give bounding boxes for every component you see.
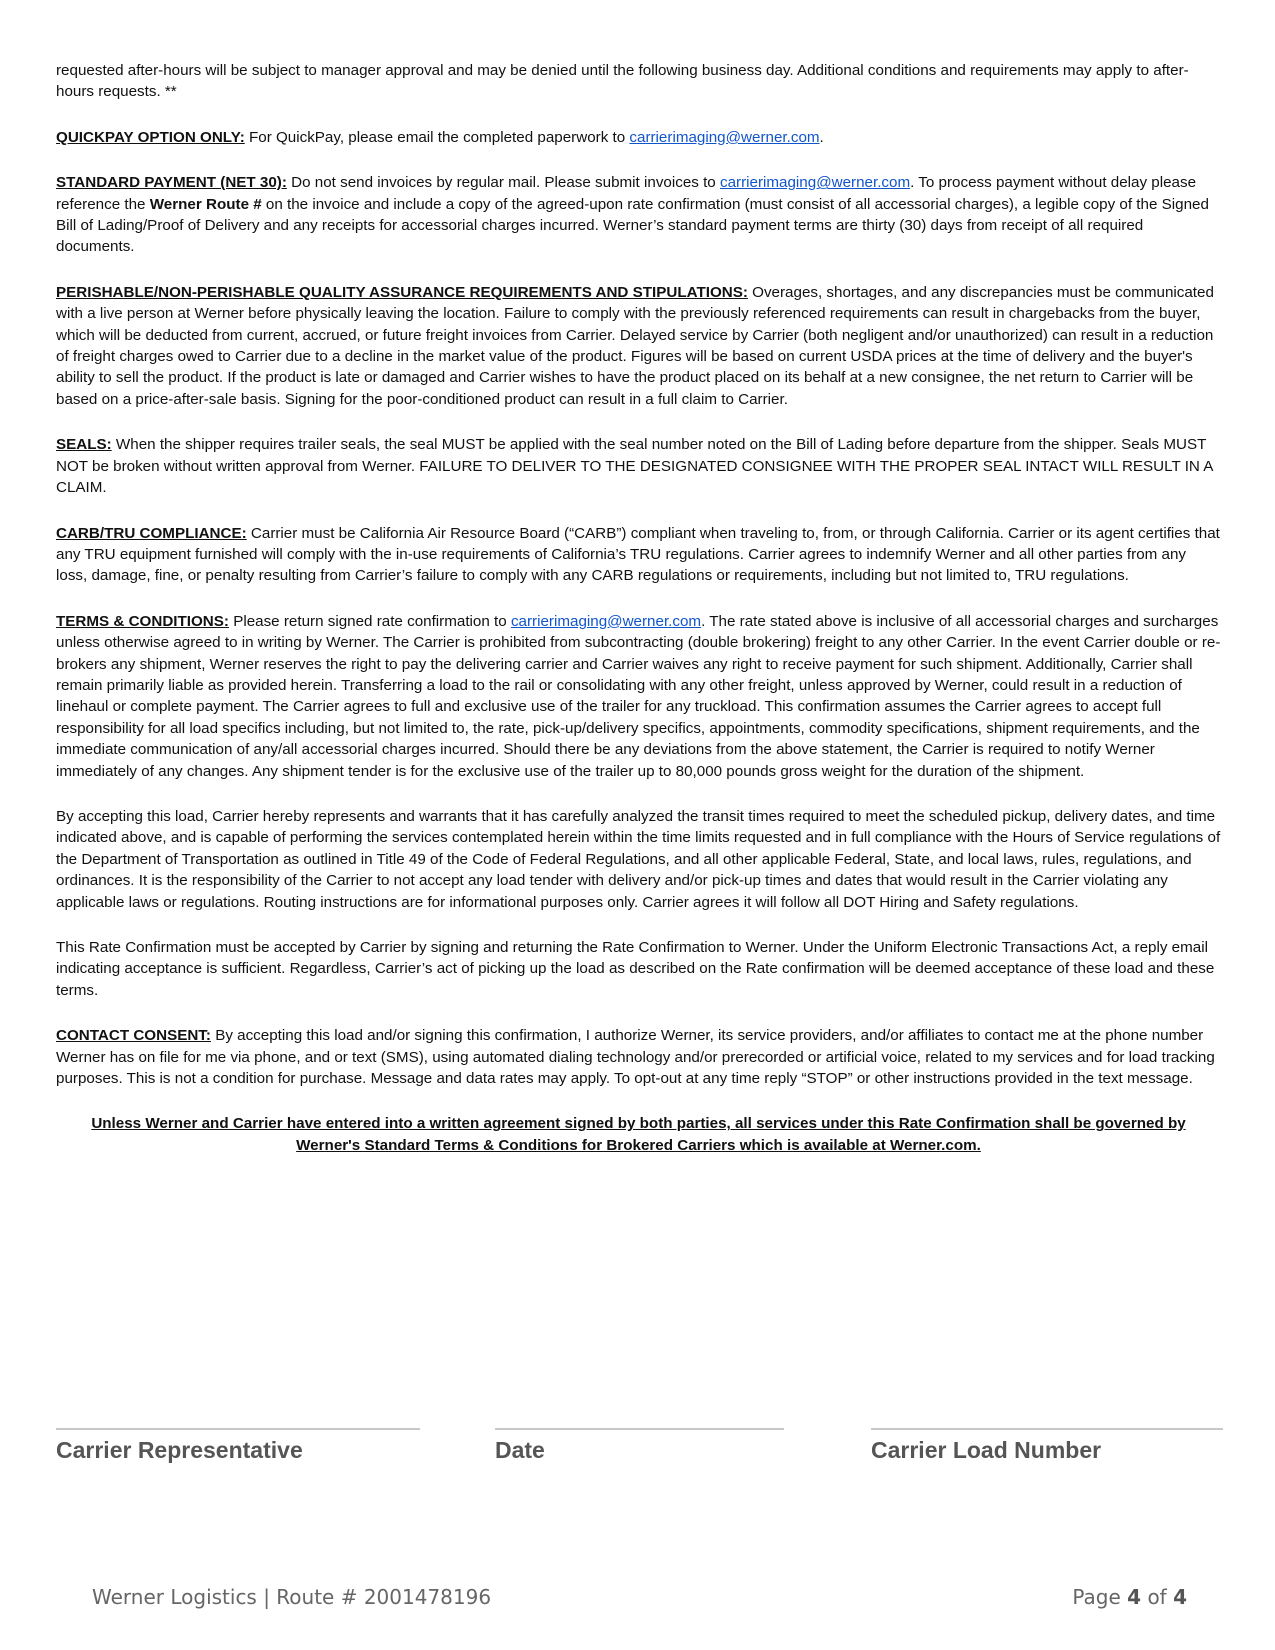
carrier-load-number-label: Carrier Load Number <box>871 1437 1102 1463</box>
footer-page-number <box>1072 1585 1187 1609</box>
page-word: Page <box>1072 1585 1121 1609</box>
footer-route-info: Werner Logistics | Route # 2001478196 <box>92 1585 492 1609</box>
rate-confirmation-paragraph <box>56 937 1221 1001</box>
after-hours-text: requested after-hours will be subject to manager approval and may be denied until the following business day. Additional conditions and requirements may apply to after-hours requests. ** <box>56 62 1189 101</box>
seals-paragraph <box>56 434 1221 498</box>
perishable-label: PERISHABLE/NON-PERISHABLE QUALITY ASSURANCE REQUIREMENTS AND STIPULATIONS: <box>56 283 748 301</box>
seals-label: SEALS: <box>56 436 112 454</box>
contact-consent-label: CONTACT CONSENT: <box>56 1027 211 1045</box>
accepting-text: By accepting this load, Carrier hereby represents and warrants that it has carefully analyzed the transit times required to meet the scheduled pickup, delivery dates, and time indicated above, and is capable of performing the services contemplated herein within the time limits requested and in full compliance with the Hours of Service regulations of the Department of Transportation as outlined in Title 49 of the Code of Federal Regulations, and all other applicable Federal, State, and local laws, rules, regulations, and ordinances. It is the responsibility of the Carrier to not accept any load tender with delivery and/or pick-up times and dates that would result in the Carrier violating any applicable laws or regulations. Routing instructions are for informational purposes only. Carrier agrees it will follow all DOT Hiring and Safety regulations. <box>56 807 1221 911</box>
perishable-paragraph <box>56 282 1221 410</box>
contact-consent-text: By accepting this load and/or signing this confirmation, I authorize Werner, its service providers, and/or affiliates to contact me at the phone number Werner has on file for me via phone, and or text (SMS), using automated dialing technology and/or prerecorded or artificial voice, related to my services and for load tracking purposes. This is not a condition for purchase. Message and data rates may apply. To opt-out at any time reply “STOP” or other instructions provided in the text message. <box>56 1027 1215 1088</box>
standard-payment-text-3: on the invoice and include a copy of the agreed-upon rate confirmation (must consist of all accessorial charges), a legible copy of the Signed Bill of Lading/Proof of Delivery and any receipts for accessorial charges incurred. Werner’s standard payment terms are thirty (30) days from receipt of all required documents. <box>56 195 1209 256</box>
of-word: of <box>1147 1585 1167 1609</box>
carrier-load-number-line[interactable] <box>871 1428 1223 1430</box>
accepting-paragraph <box>56 806 1221 913</box>
date-signature-line[interactable] <box>495 1428 784 1430</box>
standard-payment-paragraph <box>56 172 1221 258</box>
carb-paragraph <box>56 523 1221 587</box>
quickpay-label: QUICKPAY OPTION ONLY: <box>56 128 245 146</box>
quickpay-text-end: . <box>819 128 824 146</box>
carrier-representative-label: Carrier Representative <box>56 1437 303 1463</box>
werner-route-bold: Werner Route # <box>149 195 262 213</box>
date-label: Date <box>495 1437 545 1463</box>
terms-email-link[interactable]: carrierimaging@werner.com <box>510 612 702 630</box>
perishable-text: Overages, shortages, and any discrepancies must be communicated with a live person at Werner before physically leaving the location. Failure to comply with the previously referenced requirements can result in chargebacks from the buyer, which will be deducted from current, accrued, or future freight invoices from Carrier. Delayed service by Carrier (both negligent and/or unauthorized) can result in a reduction of freight charges owed to Carrier due to a decline in the market value of the product. Figures will be based on current USDA prices at the time of delivery and the buyer's ability to sell the product. If the product is late or damaged and Carrier wishes to have the product placed on its behalf at a new consignee, the net return to Carrier will be based on a price-after-sale basis. Signing for the poor-conditioned product can result in a full claim to Carrier. <box>56 283 1214 408</box>
after-hours-paragraph <box>56 60 1221 103</box>
terms-label: TERMS & CONDITIONS: <box>56 612 229 630</box>
carb-text: Carrier must be California Air Resource Board (“CARB”) compliant when traveling to, from, or through California. Carrier or its agent certifies that any TRU equipment furnished will comply with the in-use requirements of California’s TRU regulations. Carrier agrees to indemnify Werner and all other parties from any loss, damage, fine, or penalty resulting from Carrier’s failure to comply with any CARB regulations or requirements, including but not limited to, TRU regulations. <box>56 524 1220 585</box>
standard-payment-text-2: . To process payment without delay please reference the <box>56 174 1197 213</box>
page-total: 4 <box>1173 1585 1187 1609</box>
contact-consent-paragraph <box>56 1025 1221 1089</box>
seals-text: When the shipper requires trailer seals, the seal MUST be applied with the seal number noted on the Bill of Lading before departure from the shipper. Seals MUST NOT be broken without written approval from Werner. FAILURE TO DELIVER TO THE DESIGNATED CONSIGNEE WITH THE PROPER SEAL INTACT WILL RESULT IN A CLAIM. <box>56 436 1213 497</box>
carb-label: CARB/TRU COMPLIANCE: <box>56 524 247 542</box>
quickpay-paragraph <box>56 127 1221 148</box>
carrier-representative-signature-line[interactable] <box>56 1428 420 1430</box>
quickpay-email-link[interactable]: carrierimaging@werner.com <box>629 128 820 146</box>
quickpay-text: For QuickPay, please email the completed paperwork to <box>244 128 630 146</box>
page-current: 4 <box>1127 1585 1142 1609</box>
terms-text: Please return signed rate confirmation to <box>228 612 511 630</box>
rate-confirmation-text: This Rate Confirmation must be accepted by Carrier by signing and returning the Rate Confirmation to Werner. Under the Uniform Electronic Transactions Act, a reply email indicating acceptance is sufficient. Regardless, Carrier’s act of picking up the load as described on the Rate confirmation will be deemed acceptance of these load and these terms. <box>56 939 1215 999</box>
standard-payment-label: STANDARD PAYMENT (NET 30): <box>56 174 287 192</box>
terms-text-2: . The rate stated above is inclusive of all accessorial charges and surcharges unless otherwise agreed to in writing by Werner. The Carrier is prohibited from subcontracting (double brokering) freight to any other Carrier. In the event Carrier double or re-brokers any shipment, Werner reserves the right to pay the delivering carrier and Carrier waives any right to receive payment for such shipment. Additionally, Carrier shall remain primarily liable as provided herein. Transferring a load to the rail or consolidating with any other freight, unless approved by Werner, could result in a reduction of linehaul or complete payment. The Carrier agrees to full and exclusive use of the trailer for any truckload. This confirmation assumes the Carrier agrees to accept full responsibility for all load specifics including, but not limited to, the rate, pick-up/delivery specifics, appointments, commodity specifications, shipment requirements, and the immediate communication of any/all accessorial charges incurred. Should there be any deviations from the above statement, the Carrier is required to notify Werner immediately of any changes. Any shipment tender is for the exclusive use of the trailer up to 80,000 pounds gross weight for the duration of the shipment. <box>56 612 1221 780</box>
standard-payment-email-link[interactable]: carrierimaging@werner.com <box>719 174 911 192</box>
terms-document <box>56 60 1221 1156</box>
governing-terms-notice: Unless Werner and Carrier have entered into a written agreement signed by both parties, all services under this Rate Confirmation shall be governed by Werner's Standard Terms & Conditions for Brokered Carriers which is available at Werner.com. <box>91 1115 1186 1154</box>
standard-payment-text: Do not send invoices by regular mail. Please submit invoices to <box>286 174 720 192</box>
terms-paragraph <box>56 611 1221 782</box>
